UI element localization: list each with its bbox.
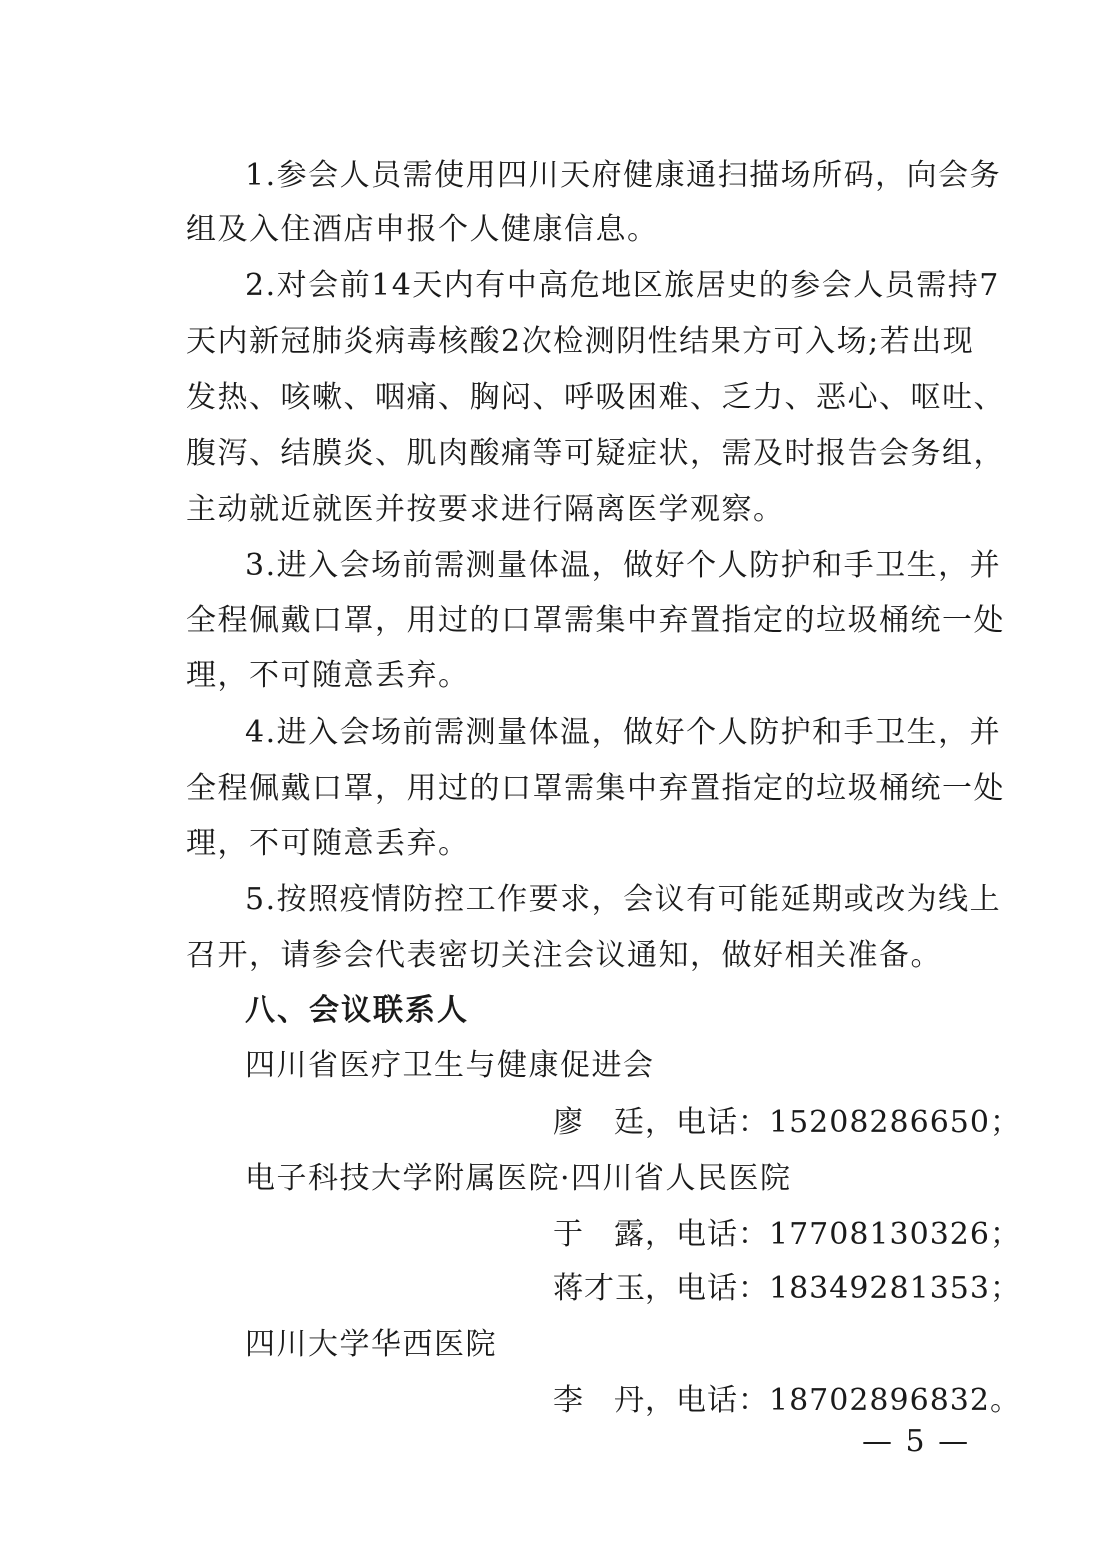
contact-person-3 (553, 1269, 1021, 1309)
paragraph-4-line-1: 4.进入会场前需测量体温，做好个人防护和手卫生，并 (245, 715, 1002, 750)
contact-name: 于露 (553, 1217, 645, 1252)
contact-person-4 (553, 1381, 1021, 1421)
contact-phone: ，电话：18349281353； (645, 1271, 1021, 1306)
paragraph-2-line-1: 2.对会前14天内有中高危地区旅居史的参会人员需持7 (245, 268, 1000, 303)
paragraph-2-line-2: 天内新冠肺炎病毒核酸2次检测阴性结果方可入场;若出现 (186, 324, 975, 359)
paragraph-3-line-3: 理，不可随意丢弃。 (186, 658, 470, 693)
contact-phone: ，电话：17708130326； (645, 1217, 1021, 1252)
contact-person-1 (553, 1103, 1021, 1143)
paragraph-3-line-1: 3.进入会场前需测量体温，做好个人防护和手卫生，并 (245, 548, 1002, 583)
contact-name: 蒋才玉 (553, 1271, 646, 1306)
paragraph-3-line-2: 全程佩戴口罩，用过的口罩需集中弃置指定的垃圾桶统一处 (186, 603, 1005, 638)
page-number: — 5 — (862, 1424, 971, 1459)
paragraph-2-line-3: 发热、咳嗽、咽痛、胸闷、呼吸困难、乏力、恶心、呕吐、 (186, 380, 1005, 415)
paragraph-4-line-3: 理，不可随意丢弃。 (186, 826, 470, 861)
contact-phone: ，电话：18702896832。 (645, 1383, 1021, 1418)
paragraph-1-line-2: 组及入住酒店申报个人健康信息。 (186, 212, 659, 247)
paragraph-2-line-5: 主动就近就医并按要求进行隔离医学观察。 (186, 492, 785, 527)
paragraph-1-line-1: 1.参会人员需使用四川天府健康通扫描场所码，向会务 (245, 158, 1002, 193)
paragraph-2-line-4: 腹泻、结膜炎、肌肉酸痛等可疑症状，需及时报告会务组， (186, 436, 1005, 471)
paragraph-5-line-2: 召开，请参会代表密切关注会议通知，做好相关准备。 (186, 938, 942, 973)
contact-person-2 (553, 1215, 1021, 1255)
paragraph-5-line-1: 5.按照疫情防控工作要求，会议有可能延期或改为线上 (245, 882, 1002, 917)
contact-org-1: 四川省医疗卫生与健康促进会 (245, 1048, 655, 1083)
section-heading: 八、会议联系人 (245, 993, 469, 1028)
contact-name: 廖廷 (553, 1105, 645, 1140)
paragraph-4-line-2: 全程佩戴口罩，用过的口罩需集中弃置指定的垃圾桶统一处 (186, 771, 1005, 806)
contact-phone: ，电话：15208286650； (645, 1105, 1021, 1140)
contact-org-3: 四川大学华西医院 (245, 1327, 497, 1362)
contact-org-2: 电子科技大学附属医院·四川省人民医院 (245, 1161, 792, 1196)
contact-name: 李丹 (553, 1383, 645, 1418)
